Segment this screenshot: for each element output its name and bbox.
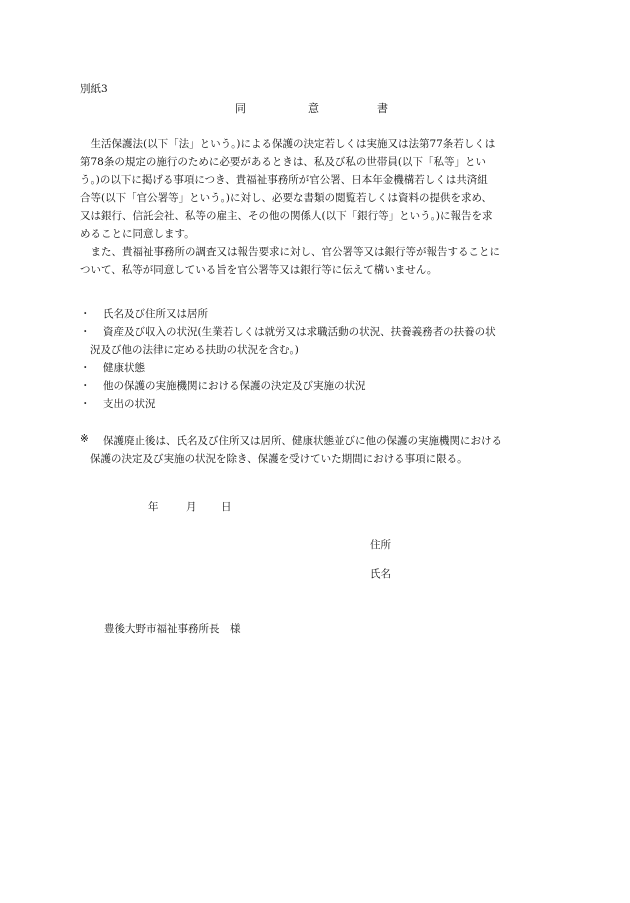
body-line: う。)の以下に掲げる事項につき、貴福祉事務所が官公署、日本年金機構若しくは共済組	[80, 174, 488, 186]
list-item: 健康状態	[103, 362, 145, 374]
body-line: また、貴福祉事務所の調査又は報告要求に対し、官公署等又は銀行等が報告することに	[80, 246, 500, 258]
list-item: 支出の状況	[103, 398, 156, 410]
body-line: 生活保護法(以下「法」という。)による保護の決定若しくは実施又は法第77条若しくは	[80, 138, 496, 150]
note-mark: ※	[80, 433, 89, 445]
bullet-mark: ・	[80, 362, 91, 374]
title-char-3: 書	[377, 102, 388, 115]
name-label: 氏名	[370, 568, 391, 580]
body-line: めることに同意します。	[80, 228, 195, 240]
list-item: 他の保護の実施機関における保護の決定及び実施の状況	[103, 380, 366, 392]
list-item: 資産及び収入の状況(生業若しくは就労又は求職活動の状況、扶養義務者の扶養の状	[103, 326, 496, 338]
body-line: ついて、私等が同意している旨を官公署等又は銀行等に伝えて構いません。	[80, 264, 438, 276]
date-day: 日	[221, 501, 232, 513]
bullet-mark: ・	[80, 326, 91, 338]
date-month: 月	[186, 501, 197, 513]
bullet-mark: ・	[80, 398, 91, 410]
address-label: 住所	[370, 539, 391, 551]
title-char-2: 意	[308, 102, 319, 115]
bullet-mark: ・	[80, 380, 91, 392]
body-line: 第78条の規定の施行のために必要があるときは、私及び私の世帯員(以下「私等」とい	[80, 156, 486, 168]
body-line: 合等(以下「官公署等」という。)に対し、必要な書類の閲覧若しくは資料の提供を求め、	[80, 192, 493, 204]
date-year: 年	[148, 501, 159, 513]
bullet-mark: ・	[80, 308, 91, 320]
addressee: 豊後大野市福祉事務所長 様	[104, 623, 241, 635]
list-item-continuation: 況及び他の法律に定める扶助の状況を含む。)	[90, 344, 299, 356]
note-line: 保護の決定及び実施の状況を除き、保護を受けていた期間における事項に限る。	[90, 453, 468, 465]
document-title	[0, 100, 630, 116]
note-line: 保護廃止後は、氏名及び住所又は居所、健康状態並びに他の保護の実施機関における	[103, 435, 502, 447]
body-line: 又は銀行、信託会社、私等の雇主、その他の関係人(以下「銀行等」という。)に報告を求	[80, 210, 493, 222]
list-item: 氏名及び住所又は居所	[103, 308, 208, 320]
attachment-label: 別紙3	[80, 83, 108, 95]
title-char-1: 同	[235, 102, 246, 115]
